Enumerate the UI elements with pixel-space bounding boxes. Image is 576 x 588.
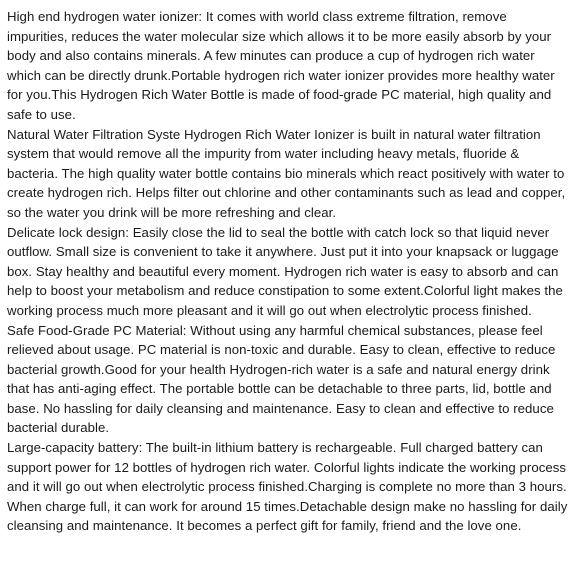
paragraph-lock-design: Delicate lock design: Easily close the lid to seal the bottle with catch lock so that liquid never outflow. Small size is convenient to take it anywhere. Just put it into your knapsack or luggage box. Stay healthy and beautiful every moment. Hydrogen rich water is easy to absorb and can help to boost your metabolism and reduce constipation to some extent.Colorful light makes the working process much more pleasant and it will go out when electrolytic process finished. xyxy=(7,224,563,318)
paragraph-pc-material: Safe Food-Grade PC Material: Without using any harmful chemical substances, please feel relieved about usage. PC material is non-toxic and durable. Easy to clean, effective to reduce bacterial growth.Good for your health Hydrogen-rich water is a safe and natural energy drink that has anti-aging effect. The portable bottle can be detachable to three parts, lid, bottle and base. No hassling for daily cleansing and maintenance. Easy to clean and effective to reduce bacterial durable. xyxy=(7,322,556,436)
paragraph-battery: Large-capacity battery: The built-in lithium battery is rechargeable. Full charged battery can support power for 12 bottles of hydrogen rich water. Colorful lights indicate the working process and it will go out when electrolytic process finished.Charging is complete no more than 3 hours. When charge full, it can work for around 15 times.Detachable design make no hassling for daily cleansing and maintenance. It becomes a perfect gift for family, friend and the love one. xyxy=(7,440,568,534)
paragraph-filtration: Natural Water Filtration Syste Hydrogen Rich Water Ionizer is built in natural water filtration system that would remove all the impurity from water including heavy metals, fluoride & bacteria. The high quality water bottle contains bio minerals which react positively with water to create hydrogen rich. Helps filter out chlorine and other contaminants such as lead and copper, so the water you drink will be more refreshing and clear. xyxy=(7,126,566,220)
paragraph-ionizer: High end hydrogen water ionizer: It comes with world class extreme filtration, remove impurities, reduces the water molecular size which allows it to be more easily absorb by your body and also contains minerals. A few minutes can produce a cup of hydrogen rich water which can be directly drunk.Portable hydrogen rich water ionizer provides more healthy water for you.This Hydrogen Rich Water Bottle is made of food-grade PC material, high quality and safe to use. xyxy=(7,9,555,122)
product-description xyxy=(7,7,569,536)
